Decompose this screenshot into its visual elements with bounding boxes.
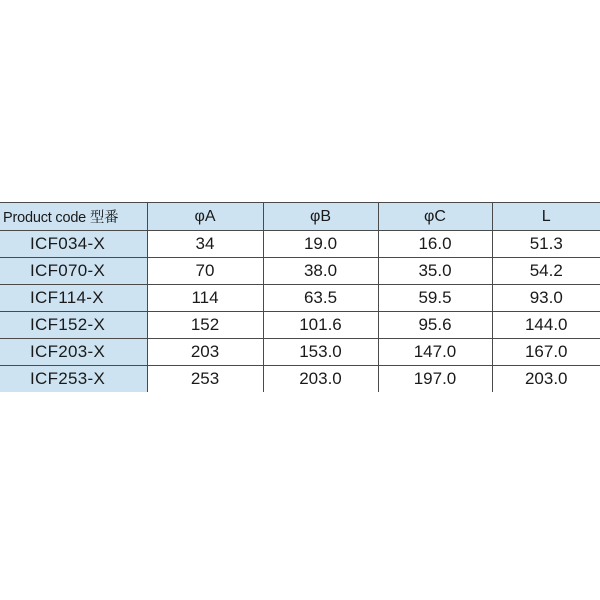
phi-c-cell: 95.6 xyxy=(378,312,492,339)
product-code-cell: ICF114-X xyxy=(0,285,147,312)
table-row xyxy=(0,366,600,393)
product-code-cell: ICF070-X xyxy=(0,258,147,285)
phi-b-cell: 101.6 xyxy=(263,312,378,339)
product-code-cell: ICF152-X xyxy=(0,312,147,339)
phi-c-cell: 197.0 xyxy=(378,366,492,393)
phi-b-cell: 63.5 xyxy=(263,285,378,312)
product-code-cell: ICF203-X xyxy=(0,339,147,366)
phi-c-cell: 35.0 xyxy=(378,258,492,285)
phi-b-cell: 38.0 xyxy=(263,258,378,285)
spec-table xyxy=(0,202,600,392)
phi-a-cell: 203 xyxy=(147,339,263,366)
table-row xyxy=(0,312,600,339)
l-cell: 167.0 xyxy=(492,339,600,366)
phi-a-cell: 114 xyxy=(147,285,263,312)
header-l: L xyxy=(492,203,600,231)
table-row xyxy=(0,231,600,258)
phi-c-cell: 147.0 xyxy=(378,339,492,366)
table-row xyxy=(0,339,600,366)
product-code-cell: ICF034-X xyxy=(0,231,147,258)
phi-b-cell: 203.0 xyxy=(263,366,378,393)
l-cell: 51.3 xyxy=(492,231,600,258)
table-row xyxy=(0,258,600,285)
phi-b-cell: 153.0 xyxy=(263,339,378,366)
header-row xyxy=(0,203,600,231)
table-row xyxy=(0,285,600,312)
phi-a-cell: 34 xyxy=(147,231,263,258)
header-phi-b: φB xyxy=(263,203,378,231)
header-phi-a: φA xyxy=(147,203,263,231)
l-cell: 144.0 xyxy=(492,312,600,339)
phi-c-cell: 59.5 xyxy=(378,285,492,312)
l-cell: 93.0 xyxy=(492,285,600,312)
l-cell: 203.0 xyxy=(492,366,600,393)
phi-c-cell: 16.0 xyxy=(378,231,492,258)
header-product-code: Product code 型番 xyxy=(0,203,147,231)
phi-a-cell: 253 xyxy=(147,366,263,393)
product-code-cell: ICF253-X xyxy=(0,366,147,393)
header-phi-c: φC xyxy=(378,203,492,231)
phi-b-cell: 19.0 xyxy=(263,231,378,258)
phi-a-cell: 152 xyxy=(147,312,263,339)
l-cell: 54.2 xyxy=(492,258,600,285)
phi-a-cell: 70 xyxy=(147,258,263,285)
